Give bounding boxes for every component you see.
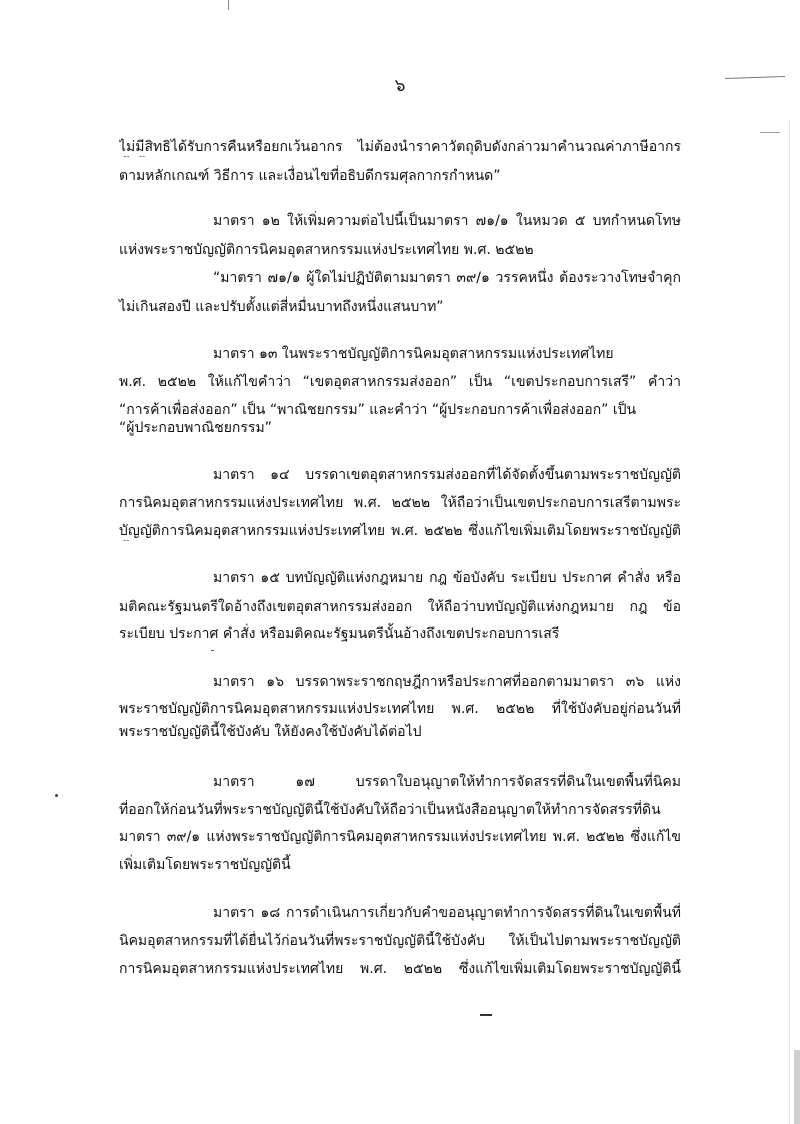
text-line: ที่ออกให้ก่อนวันที่พระราชบัญญัตินี้ใช้บังคับให้ถือว่าเป็นหนังสืออนุญาตให้ทำการจัดสรรที่ดิน — [119, 802, 661, 818]
text-line: “การค้าเพื่อส่งออก” เป็น “พาณิชยกรรม” และคำว่า “ผู้ประกอบการค้าเพื่อส่งออก” เป็น — [119, 402, 637, 418]
section-15-heading-line: มาตรา ๑๕ บทบัญญัติแห่งกฎหมาย กฎ ข้อบังคับ ระเบียบ ประกาศ คำสั่ง หรือ — [213, 570, 681, 586]
section-14-heading-line: มาตรา ๑๔ บรรดาเขตอุตสาหกรรมส่งออกที่ได้จัดตั้งขึ้นตามพระราชบัญญัติ — [213, 467, 681, 483]
page-number: ๖ — [394, 76, 406, 96]
scan-shadow-edge — [789, 120, 790, 1124]
scan-mark — [725, 76, 785, 79]
section-16-heading-line: มาตรา ๑๖ บรรดาพระราชกฤษฎีกาหรือประกาศที่ออกตามมาตรา ๓๖ แห่ง — [213, 674, 681, 690]
text-line: พระราชบัญญัติการนิคมอุตสาหกรรมแห่งประเทศไทย พ.ศ. ๒๕๒๒ ที่ใช้บังคับอยู่ก่อนวันที่ — [119, 701, 681, 717]
scan-speck — [211, 650, 214, 651]
text-line: การนิคมอุตสาหกรรมแห่งประเทศไทย พ.ศ. ๒๕๒๒ ให้ถือว่าเป็นเขตประกอบการเสรีตามพระ — [119, 495, 681, 511]
text-line: “ผู้ประกอบพาณิชยกรรม” — [119, 420, 272, 436]
text-line: นิคมอุตสาหกรรมที่ได้ยื่นไว้ก่อนวันที่พระราชบัญญัตินี้ใช้บังคับ ให้เป็นไปตามพระราชบัญญัติ — [119, 933, 681, 949]
text-line: ระเบียบ ประกาศ คำสั่ง หรือมติคณะรัฐมนตรีนั้นอ้างถึงเขตประกอบการเสรี — [119, 626, 560, 642]
text-line: บัญญัติการนิคมอุตสาหกรรมแห่งประเทศไทย พ.ศ. ๒๕๒๒ ซึ่งแก้ไขเพิ่มเติมโดยพระราชบัญญัติ — [119, 523, 681, 539]
section-17-heading-line: มาตรา ๑๗ บรรดาใบอนุญาตให้ทำการจัดสรรที่ดินในเขตพื้นที่นิคม — [213, 774, 681, 790]
text-line: เพิ่มเติมโดยพระราชบัญญัตินี้ — [119, 857, 291, 873]
scan-speck — [55, 794, 58, 797]
scan-mark — [228, 0, 229, 10]
text-line: ไม่มีสิทธิได้รับการคืนหรือยกเว้นอากร ไม่ต้องนำราคาวัตถุดิบดังกล่าวมาคำนวณค่าภาษีอากร — [119, 139, 681, 155]
text-line: มาตรา ๓๙/๑ แห่งพระราชบัญญัติการนิคมอุตสาหกรรมแห่งประเทศไทย พ.ศ. ๒๕๒๒ ซึ่งแก้ไข — [119, 829, 681, 845]
section-12-heading-line: มาตรา ๑๒ ให้เพิ่มความต่อไปนี้เป็นมาตรา ๗๑/๑ ในหมวด ๕ บทกำหนดโทษ — [213, 213, 681, 229]
section-13-heading-line: มาตรา ๑๓ ในพระราชบัญญัติการนิคมอุตสาหกรรมแห่งประเทศไทย — [213, 346, 614, 362]
text-line: ตามหลักเกณฑ์ วิธีการ และเงื่อนไขที่อธิบดีกรมศุลกากรกำหนด” — [119, 168, 501, 184]
text-line: ไม่เกินสองปี และปรับตั้งแต่สี่หมื่นบาทถึงหนึ่งแสนบาท” — [119, 299, 444, 315]
scan-mark — [480, 1014, 492, 1016]
scan-corner-shadow — [794, 1050, 800, 1124]
text-line: พ.ศ. ๒๕๒๒ ให้แก้ไขคำว่า “เขตอุตสาหกรรมส่งออก” เป็น “เขตประกอบการเสรี” คำว่า — [119, 374, 681, 390]
text-line: แห่งพระราชบัญญัติการนิคมอุตสาหกรรมแห่งประเทศไทย พ.ศ. ๒๕๒๒ — [119, 242, 534, 258]
text-line: มติคณะรัฐมนตรีใดอ้างถึงเขตอุตสาหกรรมส่งออก ให้ถือว่าบทบัญญัติแห่งกฎหมาย กฎ ข้อ — [119, 599, 681, 615]
text-line: การนิคมอุตสาหกรรมแห่งประเทศไทย พ.ศ. ๒๕๒๒ ซึ่งแก้ไขเพิ่มเติมโดยพระราชบัญญัตินี้ — [119, 961, 681, 977]
text-line: พระราชบัญญัตินี้ใช้บังคับ ให้ยังคงใช้บังคับได้ต่อไป — [119, 724, 422, 740]
scan-mark — [760, 132, 780, 133]
text-line: “มาตรา ๗๑/๑ ผู้ใดไม่ปฏิบัติตามมาตรา ๓๙/๑ วรรคหนึ่ง ต้องระวางโทษจำคุก — [213, 270, 681, 286]
section-18-heading-line: มาตรา ๑๘ การดำเนินการเกี่ยวกับคำขออนุญาตทำการจัดสรรที่ดินในเขตพื้นที่ — [213, 905, 681, 921]
